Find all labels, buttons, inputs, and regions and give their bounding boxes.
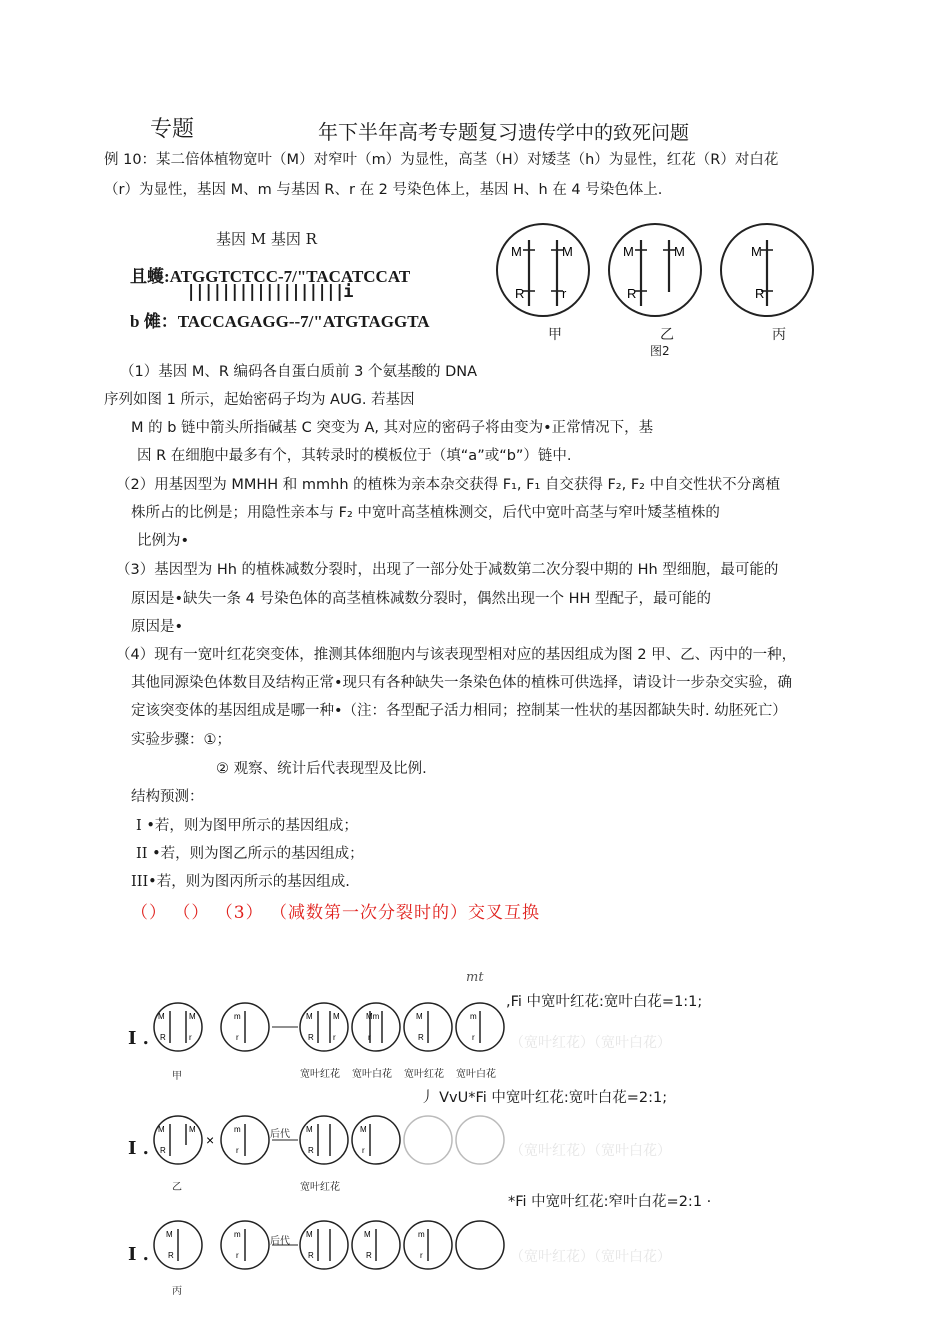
dna-b-chain: b 傩：TACCAGAGG--7/"ATGTAGGTA [130, 312, 430, 331]
title-right [318, 116, 689, 145]
arrow-label-2: 后代 [270, 1129, 290, 1140]
svg-text:m: m [234, 1012, 241, 1021]
svg-text:×: × [206, 1132, 215, 1148]
q1-line4: 因 R 在细胞中最多有个，其转录时的模板位于（填“a”或“b”）链中. [137, 448, 572, 464]
q2-line3: 比例为• [137, 533, 190, 549]
fig2-label-bing: 丙 [772, 327, 786, 343]
q1-line3: M 的 b 链中箭头所指碱基 C 突变为 A, 其对应的密码子将由变为•正常情况下，基 [131, 420, 654, 436]
svg-text:M: M [674, 244, 685, 259]
dna-gene-label: 基因 M 基因 R [216, 230, 317, 248]
svg-text:M: M [416, 1012, 423, 1021]
pheno-1c: 宽叶红花 [404, 1069, 444, 1080]
q2-line2: 株所占的比例是；用隐性亲本与 F₂ 中宽叶高茎植株测交，后代中宽叶高茎与窄叶矮茎植株的 [131, 505, 720, 521]
svg-text:r: r [362, 1146, 365, 1155]
result-2: 丿 VvU*Fi 中宽叶红花:宽叶白花=2:1; [420, 1090, 668, 1106]
q4-line2: 其他同源染色体数目及结构正常•现只有各种缺失一条染色体的植株可供选择，请设计一步杂交实验，确 [131, 675, 793, 691]
svg-text:R: R [160, 1146, 166, 1155]
svg-text:M: M [562, 244, 573, 259]
svg-text:R: R [160, 1033, 166, 1042]
svg-text:M: M [306, 1012, 313, 1021]
dna-base-pair-bars: ||||||||||||||||||i [186, 282, 352, 302]
q4-line6: 结构预测： [131, 789, 204, 805]
svg-text:M: M [166, 1230, 173, 1239]
cell-bing [721, 224, 813, 316]
svg-text:r: r [472, 1033, 475, 1042]
svg-text:M: M [360, 1125, 367, 1134]
q1-line2: 序列如图 1 所示，起始密码子均为 AUG. 若基因 [104, 392, 415, 408]
figure-2 [495, 218, 815, 358]
arrow-label-3: 后代 [270, 1236, 290, 1247]
svg-text:r: r [189, 1033, 192, 1042]
svg-text:M: M [623, 244, 634, 259]
pheno-2: 宽叶红花 [300, 1182, 340, 1193]
row-label-1: I . [128, 1028, 149, 1049]
title-part2: 遗传学中的致死问题 [518, 122, 690, 144]
q4-line9: III•若，则为图丙所示的基因组成. [131, 874, 350, 890]
svg-text:R: R [755, 286, 765, 301]
svg-text:R: R [366, 1251, 372, 1260]
fig2-label-jia: 甲 [548, 327, 562, 343]
svg-text:m: m [234, 1230, 241, 1239]
faint-text-3: （宽叶红花）（宽叶白花） [510, 1249, 671, 1265]
dna-a-chain: 且蠖:ATGGTCTCC-7/"TACATCCAT [130, 267, 411, 286]
svg-text:Mm: Mm [366, 1012, 380, 1021]
row-label-2: I . [128, 1138, 149, 1159]
svg-text:m: m [470, 1012, 477, 1021]
q4-line8: II •若，则为图乙所示的基因组成； [136, 846, 364, 862]
cell-jia [497, 224, 589, 316]
svg-text:r: r [236, 1033, 239, 1042]
svg-text:R: R [308, 1146, 314, 1155]
q4-line7: I •若，则为图甲所示的基因组成； [136, 818, 358, 834]
q2-line1: （2）用基因型为 MMHH 和 mmhh 的植株为亲本杂交获得 F₁, F₁ 自交获得 F₂, F₂ 中自交性状不分离植 [116, 477, 781, 493]
mt-label: mt [466, 970, 484, 985]
row-label-3: I . [128, 1244, 149, 1265]
q3-line1: （3）基因型为 Hh 的植株减数分裂时，出现了一部分处于减数第二次分裂中期的 Hh 型细胞，最可能的 [116, 562, 779, 578]
q3-line2: 原因是•缺失一条 4 号染色体的高茎植株减数分裂时，偶然出现一个 HH 型配子，最可能的 [131, 591, 712, 607]
q3-line3: 原因是• [131, 619, 184, 635]
svg-text:R: R [308, 1033, 314, 1042]
svg-text:M: M [511, 244, 522, 259]
result-1: ,Fi 中宽叶红花:宽叶白花=1:1; [506, 994, 703, 1010]
q4-line1: （4）现有一宽叶红花突变体，推测其体细胞内与该表现型相对应的基因组成为图 2 甲、乙、丙中的一种， [116, 647, 797, 663]
svg-text:r: r [236, 1146, 239, 1155]
example-line1: 例 10：某二倍体植物宽叶（M）对窄叶（m）为显性，高茎（H）对矮茎（h）为显性，红花（R）对白花 [104, 152, 779, 168]
q4-line3: 定该突变体的基因组成是哪一种•（注：各型配子活力相同；控制某一性状的基因都缺失时. 幼胚死亡） [131, 703, 787, 719]
svg-text:M: M [306, 1230, 313, 1239]
svg-text:R: R [418, 1033, 424, 1042]
q4-line4: 实验步骤：①； [131, 732, 231, 748]
svg-text:m: m [234, 1125, 241, 1134]
faint-text-1: （宽叶红花）（宽叶白花） [510, 1035, 671, 1051]
svg-text:r: r [236, 1251, 239, 1260]
q1-line1: （1）基因 M、R 编码各自蛋白质前 3 个氨基酸的 DNA [120, 364, 478, 380]
svg-text:r: r [368, 1033, 371, 1042]
cell-yi [609, 224, 701, 316]
svg-text:r: r [562, 286, 567, 301]
svg-text:R: R [308, 1251, 314, 1260]
svg-text:M: M [158, 1012, 165, 1021]
pheno-1d: 宽叶白花 [456, 1069, 496, 1080]
svg-text:M: M [306, 1125, 313, 1134]
svg-text:R: R [515, 286, 525, 301]
example-line2: （r）为显性，基因 M、m 与基因 R、r 在 2 号染色体上，基因 H、h 在 4 号染色体上. [104, 182, 663, 198]
svg-text:m: m [418, 1230, 425, 1239]
pheno-1b: 宽叶白花 [352, 1069, 392, 1080]
svg-text:M: M [158, 1125, 165, 1134]
svg-text:M: M [364, 1230, 371, 1239]
cross-diagram [140, 995, 510, 1285]
result-3: *Fi 中宽叶红花:窄叶白花=2:1 · [508, 1194, 712, 1210]
sub-label-jia: 甲 [172, 1071, 182, 1082]
sub-label-bing: 丙 [172, 1286, 182, 1297]
svg-text:M: M [189, 1012, 196, 1021]
svg-text:M: M [333, 1012, 340, 1021]
title-left: 专题 [150, 117, 195, 142]
sub-label-yi: 乙 [172, 1182, 182, 1193]
fig2-caption: 图2 [650, 344, 670, 358]
answer-line: （） （） （3） （减数第一次分裂时的）交叉互换 [131, 903, 541, 923]
q4-line5: ② 观察、统计后代表现型及比例. [216, 761, 427, 777]
fig2-label-yi: 乙 [660, 327, 674, 343]
svg-text:r: r [420, 1251, 423, 1260]
svg-text:M: M [751, 244, 762, 259]
title-part1: 年下半年高考专题复习 [318, 120, 518, 144]
svg-text:M: M [189, 1125, 196, 1134]
svg-text:R: R [627, 286, 637, 301]
svg-text:r: r [333, 1033, 336, 1042]
svg-text:R: R [168, 1251, 174, 1260]
faint-text-2: （宽叶红花）（宽叶白花） [510, 1143, 671, 1159]
pheno-1a: 宽叶红花 [300, 1069, 340, 1080]
